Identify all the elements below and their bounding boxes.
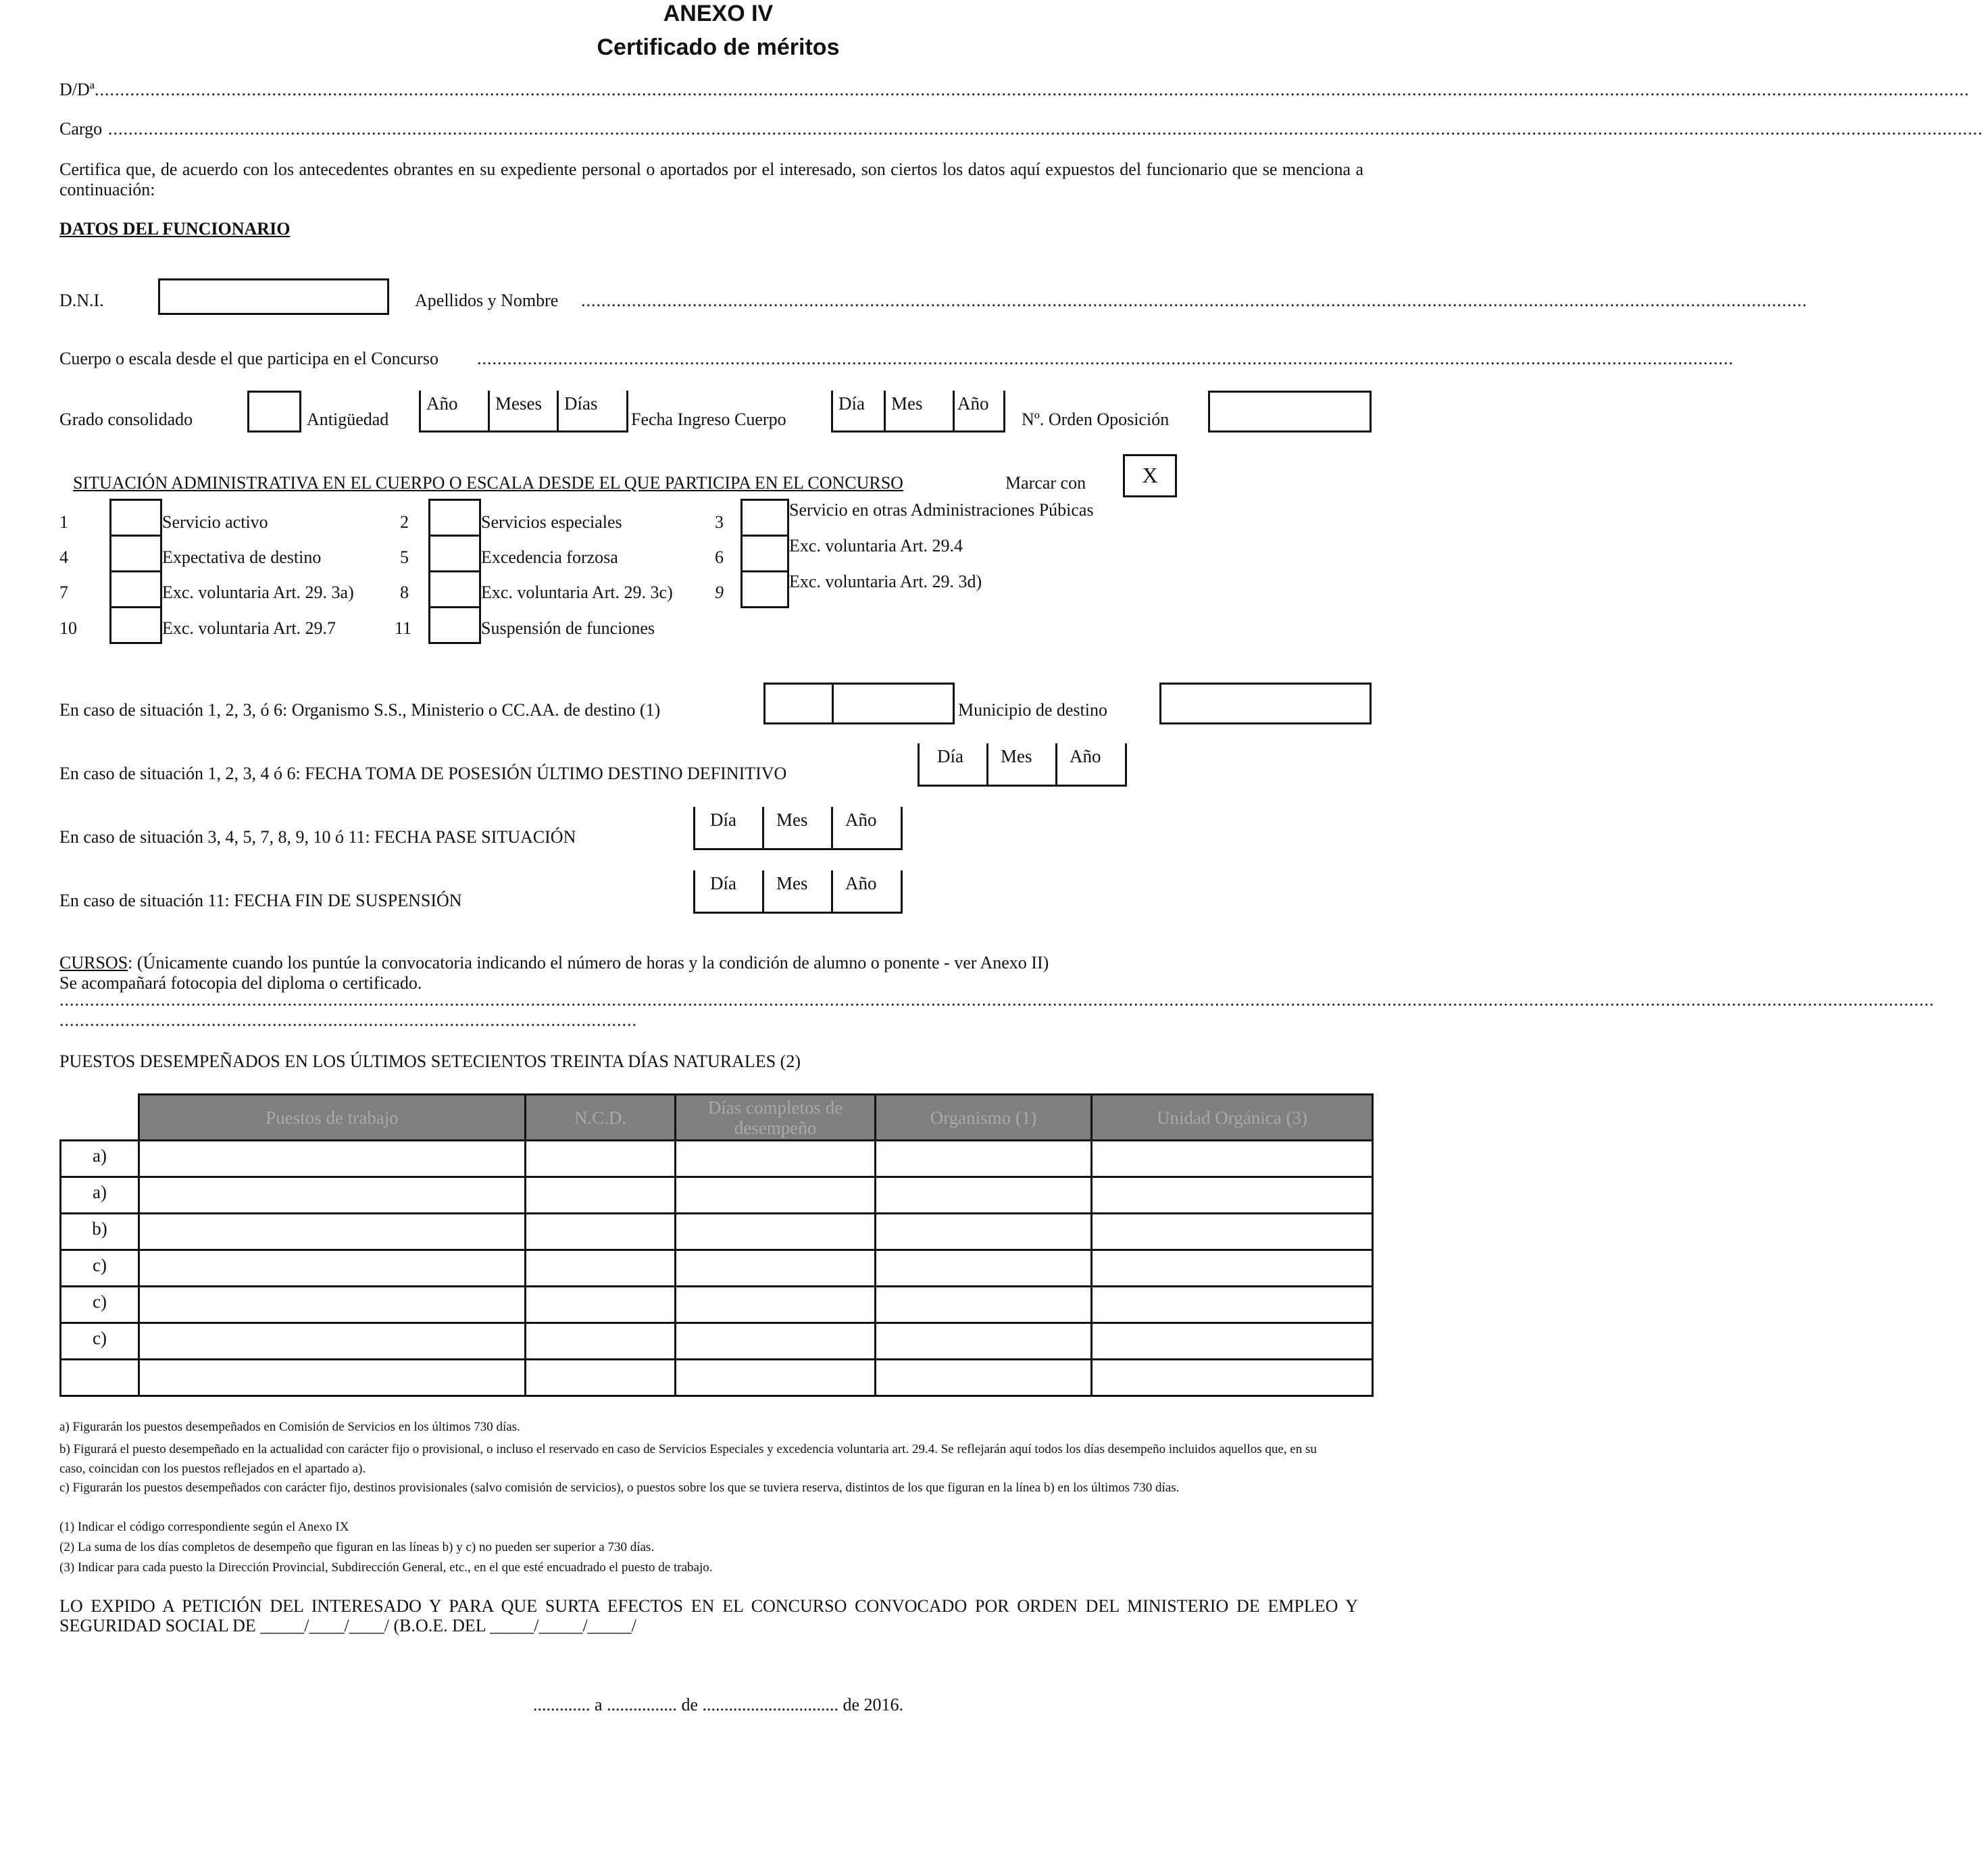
certifica-text: Certifica que, de acuerdo con los antecedentes obrantes en su expediente personal o aportados por el interesado, son ciertos los datos aquí expuestos del funcionario que se menciona a continuación: [59,159,1363,199]
sit-num-6: 6 [715,547,724,567]
note-1: (1) Indicar el código correspondiente según el Anexo IX [59,1520,349,1534]
cell-puesto[interactable] [139,1177,526,1214]
cell-unidad[interactable] [1092,1177,1373,1214]
municipio-label: Municipio de destino [958,700,1107,720]
cell-organismo[interactable] [876,1177,1092,1214]
row-label: c) [61,1250,139,1287]
sit-num-3: 3 [715,512,724,532]
table-corner [61,1095,139,1141]
sit-check-11[interactable] [428,606,481,644]
cell-unidad[interactable] [1092,1287,1373,1323]
expido-text: LO EXPIDO A PETICIÓN DEL INTERESADO Y PARA QUE SURTA EFECTOS EN EL CONCURSO CONVOCADO POR ORDEN DEL MINISTERIO DE EMPLEO Y SEGURIDAD SOCIAL DE _____/____/____/ (B.O.E. DEL _____/_____/_____/ [59,1596,1358,1635]
fin-day[interactable] [693,870,763,914]
ingreso-year-label: Año [957,393,989,414]
antiguedad-days[interactable] [557,391,628,433]
orden-field[interactable] [1208,391,1372,433]
sit-num-5: 5 [400,547,409,567]
cell-dias[interactable] [676,1250,876,1287]
cell-organismo[interactable] [876,1141,1092,1177]
dni-label: D.N.I. [59,291,104,310]
municipio-field[interactable] [1159,683,1372,724]
fin-label: En caso de situación 11: FECHA FIN DE SUSPENSIÓN [59,891,462,910]
fin-month-label: Mes [776,873,808,893]
annex-label: ANEXO IV [663,1,774,26]
table-row [61,1250,1373,1287]
cell-dias[interactable] [676,1177,876,1214]
col-dias: Días completos de desempeño [676,1095,876,1141]
row-label: c) [61,1287,139,1323]
cursos-field-1[interactable]: .................................................................................................................................................................................................................................................................................................................................................................................. [59,990,1934,1010]
mark-example-box [1123,454,1177,497]
posesion-day[interactable] [918,743,988,787]
row-label: c) [61,1323,139,1360]
antiguedad-year-label: Año [426,393,458,414]
cell-unidad[interactable] [1092,1214,1373,1250]
cell-ncd[interactable] [526,1287,676,1323]
pase-month-label: Mes [776,810,808,830]
posesion-day-label: Día [937,746,963,766]
sit-num-10: 10 [59,618,77,638]
situacion-heading: SITUACIÓN ADMINISTRATIVA EN EL CUERPO O ESCALA DESDE EL QUE PARTICIPA EN EL CONCURSO [73,473,903,493]
antiguedad-label: Antigüedad [307,410,389,429]
col-organismo: Organismo (1) [876,1095,1092,1141]
page-title: Certificado de méritos [597,34,840,60]
ingreso-year[interactable] [953,391,1005,433]
apellidos-label: Apellidos y Nombre [415,291,559,310]
ingreso-day-label: Día [838,393,865,414]
cursos-field-2[interactable]: .................................................................................................................. [59,1010,637,1030]
note-a: a) Figurarán los puestos desempeñados en Comisión de Servicios en los últimos 730 días. [59,1420,520,1434]
fin-day-label: Día [710,873,736,893]
table-row [61,1214,1373,1250]
cell-organismo[interactable] [876,1323,1092,1360]
cell-dias[interactable] [676,1287,876,1323]
cargo-label: Cargo [59,119,103,139]
cell-unidad[interactable] [1092,1323,1373,1360]
cell-dias[interactable] [676,1323,876,1360]
sit-num-2: 2 [400,512,409,532]
orden-label: Nº. Orden Oposición [1022,410,1170,429]
sit-num-4: 4 [59,547,68,567]
cell-puesto[interactable] [139,1287,526,1323]
sit-check-2[interactable] [428,499,481,537]
cell-organismo[interactable] [876,1214,1092,1250]
cell-ncd[interactable] [526,1250,676,1287]
apellidos-field[interactable]: .................................................................................................................................................................................................................................................. [581,291,1807,310]
sit-label-4: Expectativa de destino [162,547,322,567]
grado-field[interactable] [247,391,301,433]
note-b: b) Figurará el puesto desempeñado en la actualidad con carácter fijo o provisional, o incluso el reservado en caso de Servicios Especiales y excedencia voluntaria art. 29.4. Se reflejarán aquí todos los días desempeño incluidos aquellos que, en su caso, coincidan con los puestos reflejados en el apartado a). [59,1442,1317,1476]
sit-num-1: 1 [59,512,68,532]
col-puestos: Puestos de trabajo [139,1095,526,1141]
col-ncd: N.C.D. [526,1095,676,1141]
dd-label: D/Dª [59,80,95,99]
sit-label-2: Servicios especiales [481,512,622,532]
posesion-year-label: Año [1070,746,1101,766]
organismo-field-b[interactable] [832,683,955,724]
sit-label-3: Servicio en otras Administraciones Púbicas [789,500,1094,520]
cell-ncd[interactable] [526,1214,676,1250]
sit-num-7: 7 [59,583,68,602]
fecha-ingreso-label: Fecha Ingreso Cuerpo [631,410,786,429]
antiguedad-days-label: Días [564,393,598,414]
sit-label-1: Servicio activo [162,512,268,532]
dd-field[interactable]: .................................................................................................................................................................................................................................................................................................................................................................................. [95,80,1969,99]
note-2: (2) La suma de los días completos de desempeño que figuran en las líneas b) y c) no pueden ser superior a 730 días. [59,1540,655,1554]
cursos-text: : (Únicamente cuando los puntúe la convocatoria indicando el número de horas y la condición de alumno o ponente - ver Anexo II) [128,953,1049,972]
note-3: (3) Indicar para cada puesto la Dirección Provincial, Subdirección General, etc., en el que esté encuadrado el puesto de trabajo. [59,1560,713,1575]
table-row [61,1287,1373,1323]
dni-field[interactable] [158,278,389,315]
table-row [61,1323,1373,1360]
sit-num-8: 8 [400,583,409,602]
cell-unidad[interactable] [1092,1360,1373,1396]
col-unidad: Unidad Orgánica (3) [1092,1095,1373,1141]
cuerpo-field[interactable]: ........................................................................................................................................................................................................................................................ [477,349,1734,368]
sit-label-11: Suspensión de funciones [481,618,655,638]
cargo-field[interactable]: .................................................................................................................................................................................................................................................................................................................................................................................. [108,119,1983,139]
cell-ncd[interactable] [526,1323,676,1360]
posesion-label: En caso de situación 1, 2, 3, 4 ó 6: FECHA TOMA DE POSESIÓN ÚLTIMO DESTINO DEFINITIVO [59,764,787,783]
row-label: a) [61,1141,139,1177]
cell-ncd[interactable] [526,1141,676,1177]
pase-year-label: Año [845,810,877,830]
sit-label-10: Exc. voluntaria Art. 29.7 [162,618,336,638]
ingreso-month[interactable] [884,391,954,433]
ingreso-month-label: Mes [891,393,923,414]
cursos-text2: Se acompañará fotocopia del diploma o certificado. [59,973,422,993]
organismo-label: En caso de situación 1, 2, 3, ó 6: Organismo S.S., Ministerio o CC.AA. de destino (1) [59,700,661,720]
pase-label: En caso de situación 3, 4, 5, 7, 8, 9, 10 ó 11: FECHA PASE SITUACIÓN [59,827,576,847]
sit-check-9[interactable] [741,570,789,608]
cell-puesto[interactable] [139,1360,526,1396]
cursos-heading: CURSOS [59,953,128,972]
table-row [61,1360,1373,1396]
pase-day-label: Día [710,810,736,830]
cell-dias[interactable] [676,1360,876,1396]
cell-dias[interactable] [676,1141,876,1177]
sit-check-5[interactable] [428,535,481,572]
pase-day[interactable] [693,807,763,850]
cell-unidad[interactable] [1092,1250,1373,1287]
sit-check-7[interactable] [109,570,162,608]
organismo-field-a[interactable] [763,683,834,724]
marcar-label: Marcar con [1005,473,1086,493]
fecha-line: ............. a ................ de ............................... de 2016. [532,1695,904,1714]
sit-label-8: Exc. voluntaria Art. 29. 3c) [481,583,673,602]
antiguedad-months[interactable] [488,391,558,433]
sit-label-6: Exc. voluntaria Art. 29.4 [789,536,963,556]
row-label: a) [61,1177,139,1214]
sit-check-10[interactable] [109,606,162,644]
fin-year-label: Año [845,873,877,893]
sit-check-4[interactable] [109,535,162,572]
fin-month[interactable] [762,870,832,914]
puestos-table [59,1093,1374,1397]
pase-year[interactable] [831,807,903,850]
antiguedad-year[interactable] [419,391,489,433]
cursos-line [59,953,1370,973]
sit-label-5: Excedencia forzosa [481,547,618,567]
grado-label: Grado consolidado [59,410,193,429]
sit-label-7: Exc. voluntaria Art. 29. 3a) [162,583,354,602]
cell-puesto[interactable] [139,1214,526,1250]
cell-puesto[interactable] [139,1141,526,1177]
ingreso-day[interactable] [831,391,885,433]
row-label [61,1360,139,1396]
sit-check-8[interactable] [428,570,481,608]
antiguedad-months-label: Meses [495,393,542,414]
sit-check-3[interactable] [741,499,789,537]
datos-heading: DATOS DEL FUNCIONARIO [59,219,291,239]
posesion-year[interactable] [1055,743,1127,787]
pase-month[interactable] [762,807,832,850]
posesion-month-label: Mes [1001,746,1032,766]
table-row [61,1141,1373,1177]
table-row [61,1177,1373,1214]
sit-label-9: Exc. voluntaria Art. 29. 3d) [789,572,982,591]
sit-check-1[interactable] [109,499,162,537]
sit-num-11: 11 [395,618,412,638]
cell-ncd[interactable] [526,1360,676,1396]
cell-dias[interactable] [676,1214,876,1250]
cell-organismo[interactable] [876,1360,1092,1396]
cell-puesto[interactable] [139,1323,526,1360]
cuerpo-label: Cuerpo o escala desde el que participa en el Concurso [59,349,438,368]
cell-organismo[interactable] [876,1287,1092,1323]
fin-year[interactable] [831,870,903,914]
note-c: c) Figurarán los puestos desempeñados con carácter fijo, destinos provisionales (salvo comisión de servicios), o puestos sobre los que se tuviera reserva, distintos de los que figuran en la línea b) en los últimos 730 días. [59,1481,1180,1495]
sit-num-9: 9 [715,583,724,602]
row-label: b) [61,1214,139,1250]
cell-ncd[interactable] [526,1177,676,1214]
cell-organismo[interactable] [876,1250,1092,1287]
sit-check-6[interactable] [741,535,789,572]
puestos-heading: PUESTOS DESEMPEÑADOS EN LOS ÚLTIMOS SETECIENTOS TREINTA DÍAS NATURALES (2) [59,1052,801,1071]
mark-example: X [1142,463,1158,487]
cell-unidad[interactable] [1092,1141,1373,1177]
cell-puesto[interactable] [139,1250,526,1287]
posesion-month[interactable] [986,743,1057,787]
